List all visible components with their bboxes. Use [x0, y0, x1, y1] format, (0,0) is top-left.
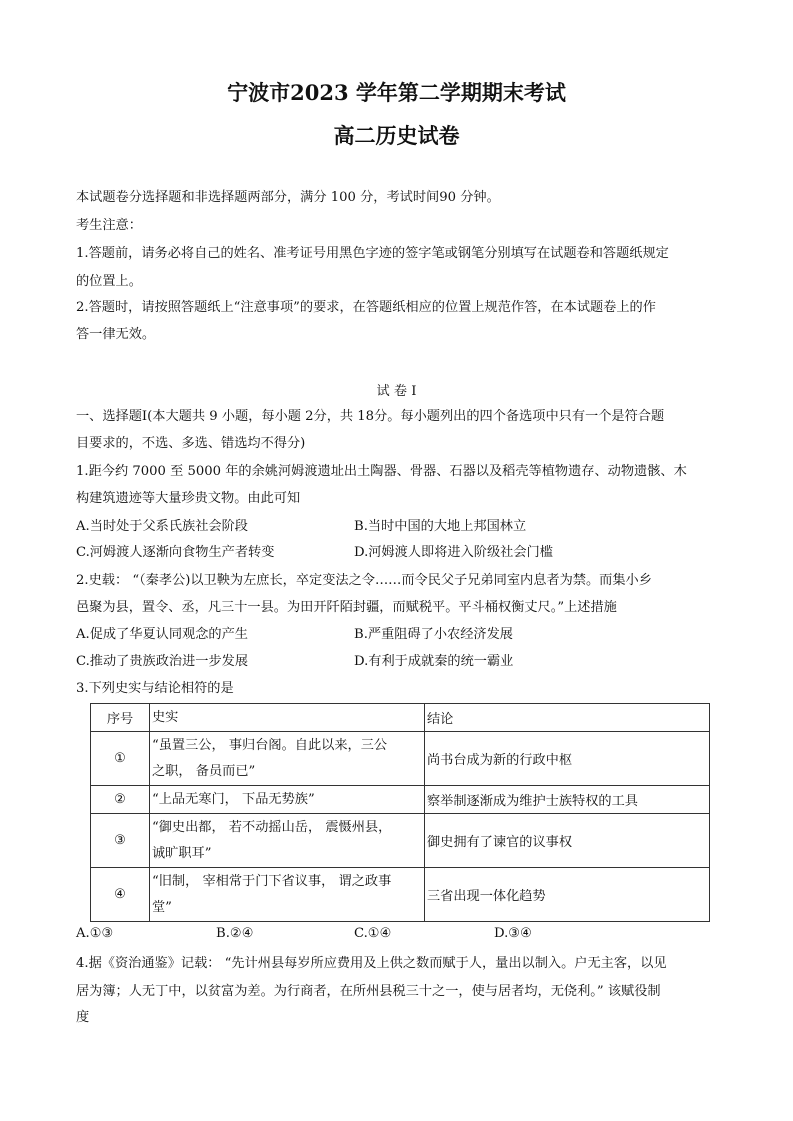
table-row [91, 786, 710, 814]
table-row [91, 814, 710, 868]
q4-stem-cont-2: 度 [76, 1010, 90, 1025]
q4-stem-cont: 居为簿；人无丁中，以贫富为差。为行商者，在所州县税三十之一，使与居者均，无侥利。” 该赋役制 [76, 984, 661, 999]
q2-option-d: D.有利于成就秦的统一霸业 [354, 654, 514, 669]
q3-option-d: D.③④ [494, 926, 532, 941]
q1-option-c: C.河姆渡人逐渐向食物生产者转变 [76, 545, 275, 560]
q3-option-c: C.①④ [354, 926, 392, 941]
fact-line: 之职， 备员而已” [152, 763, 256, 779]
q1-option-b: B.当时中国的大地上邦国林立 [354, 519, 527, 534]
fact-line: 诚旷职耳” [152, 845, 212, 861]
fact-line: “御史出都， 若不动摇山岳， 震慑州县， [152, 819, 392, 835]
q1-option-d: D.河姆渡人即将进入阶级社会门槛 [354, 545, 553, 560]
q3-option-b: B.②④ [216, 926, 254, 941]
header-fact: 史实 [150, 704, 425, 732]
table-row [91, 868, 710, 922]
fact-line: “虽置三公， 事归台阁。自此以来，三公 [152, 737, 388, 753]
exam-subtitle: 高二历史试卷 [333, 123, 460, 148]
table-row [91, 732, 710, 786]
header-num: 序号 [91, 704, 150, 732]
q3-table [90, 703, 710, 922]
q2-stem-cont: 邑聚为县，置令、丞，凡三十一县。为田开阡陌封疆，而赋税平。平斗桶权衡丈尺。”上述措施 [76, 600, 617, 615]
section-heading: 试 卷 I [376, 384, 417, 399]
fact-line: “旧制， 宰相常于门下省议事， 谓之政事 [152, 873, 392, 889]
row-fact [150, 786, 425, 814]
q1-stem: 1.距今约 7000 至 5000 年的余姚河姆渡遗址出土陶器、骨器、石器以及稻壳等植物遗存、动物遗骸、木 [76, 464, 687, 479]
row-conclusion: 御史拥有了谏官的议事权 [425, 814, 710, 868]
q2-option-a: A.促成了华夏认同观念的产生 [76, 627, 248, 642]
q3-stem: 3.下列史实与结论相符的是 [76, 681, 234, 696]
q2-option-b: B.严重阻碍了小农经济发展 [354, 627, 513, 642]
table-header-row [91, 704, 710, 732]
fact-line: “上品无寒门， 下品无势族” [152, 791, 315, 807]
header-conclusion: 结论 [425, 704, 710, 732]
row-fact [150, 814, 425, 868]
instruction-item-1: 1.答题前，请务必将自己的姓名、准考证号用黑色字迹的签字笔或钢笔分别填写在试题卷和答题纸规定 [76, 246, 669, 261]
row-num: ① [91, 732, 150, 786]
q2-option-c: C.推动了贵族政治进一步发展 [76, 654, 249, 669]
row-fact [150, 732, 425, 786]
section-intro-cont: 目要求的，不选、多选、错选均不得分) [76, 436, 306, 451]
row-conclusion: 察举制逐渐成为维护士族特权的工具 [425, 786, 710, 814]
q1-option-a: A.当时处于父系氏族社会阶段 [76, 519, 248, 534]
row-num: ③ [91, 814, 150, 868]
section-intro: 一、选择题Ⅰ(本大题共 9 小题，每小题 2分，共 18分。每小题列出的四个备选项中只有一个是符合题 [76, 409, 665, 424]
row-num: ② [91, 786, 150, 814]
notice-label: 考生注意： [76, 218, 142, 233]
row-conclusion: 三省出现一体化趋势 [425, 868, 710, 922]
q3-option-a: A.①③ [76, 926, 114, 941]
instruction-item-2: 2.答题时，请按照答题纸上“注意事项”的要求，在答题纸相应的位置上规范作答，在本试题卷上的作 [76, 300, 656, 315]
q1-stem-cont: 构建筑遗迹等大量珍贵文物。由此可知 [76, 491, 301, 506]
instruction-line: 本试题卷分选择题和非选择题两部分，满分 100 分，考试时间90 分钟。 [76, 190, 500, 205]
q2-stem: 2.史载： “（秦孝公)以卫鞅为左庶长，卒定变法之令……而令民父子兄弟同室内息者为禁。而集小乡 [76, 573, 652, 588]
row-fact [150, 868, 425, 922]
q4-stem: 4.据《资治通鉴》记载： “先计州县每岁所应费用及上供之数而赋于人，量出以制入。户无主客，以见 [76, 956, 667, 971]
exam-title: 宁波市2023 学年第二学期期末考试 [227, 80, 566, 105]
instruction-item-1-cont: 的位置上。 [76, 274, 142, 289]
row-num: ④ [91, 868, 150, 922]
instruction-item-2-cont: 答一律无效。 [76, 327, 156, 342]
fact-line: 堂” [152, 899, 172, 915]
row-conclusion: 尚书台成为新的行政中枢 [425, 732, 710, 786]
